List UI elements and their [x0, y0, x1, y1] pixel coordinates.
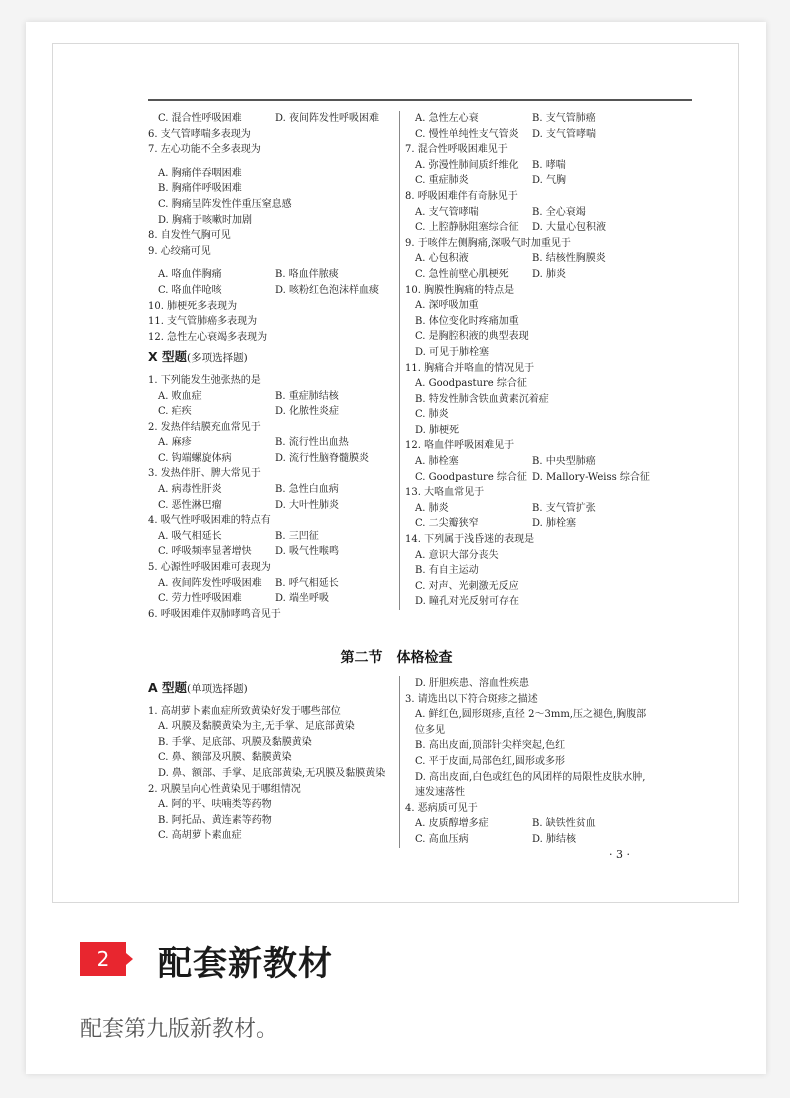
option-item: A. 阿的平、呋喃类等药物 [158, 799, 272, 811]
option-item: C. 是胸腔积液的典型表现 [415, 331, 529, 343]
option-item: A. 意识大部分丧失 [415, 549, 499, 561]
option-item: A. 深呼吸加重 [415, 300, 479, 312]
spacer [148, 259, 398, 267]
option-item: B. 缺铁性贫血 [532, 818, 596, 830]
option-item: D. 端坐呼吸 [275, 593, 330, 605]
question-stem: 12. 咯血伴呼吸困难见于 [405, 440, 515, 452]
option-item: B. 急性白血病 [275, 484, 339, 496]
option-row [148, 283, 398, 299]
option-item: D. 化脓性炎症 [275, 406, 340, 418]
option-item: B. 中央型肺癌 [532, 456, 596, 468]
option-item: C. 呼吸频率显著增快 [158, 546, 252, 558]
option-item: D. 可见于肺栓塞 [415, 346, 490, 358]
option-item: A. 肺栓塞 [415, 456, 459, 468]
left-question-column [148, 111, 398, 622]
option-item: B. 胸痛伴呼吸困难 [158, 183, 242, 195]
option-item: D. 流行性脑脊髓膜炎 [275, 452, 370, 464]
option-item: C. 咯血伴呛咳 [158, 284, 222, 296]
page-top-rule [148, 99, 692, 101]
option-row [405, 158, 651, 174]
question-stem: 1. 高胡萝卜素血症所致黄染好发于哪些部位 [148, 705, 341, 717]
option-item: C. 肺炎 [415, 409, 449, 421]
option-item: C. 上腔静脉阻塞综合征 [415, 222, 519, 234]
question-type-heading [148, 680, 398, 698]
question-stem: 6. 呼吸困难伴双肺哮鸣音见于 [148, 608, 281, 620]
option-item: B. 重症肺结核 [275, 390, 339, 402]
option-row [148, 498, 398, 514]
option-row [405, 470, 651, 486]
option-item: A. 败血症 [158, 390, 202, 402]
option-row [405, 251, 651, 267]
option-item: A. 急性左心衰 [415, 113, 479, 124]
question-stem: 8. 呼吸困难伴有奇脉见于 [405, 190, 518, 202]
option-item: D. 大叶性肺炎 [275, 499, 340, 511]
question-stem: 2. 发热伴结膜充血常见于 [148, 421, 261, 433]
option-item: C. 劳力性呼吸困难 [158, 593, 242, 605]
option-row [148, 451, 398, 467]
option-item: B. 特发性肺含铁血黄素沉着症 [415, 393, 549, 405]
question-stem: 7. 混合性呼吸困难见于 [405, 144, 508, 156]
option-item: B. 阿托品、黄连素等药物 [158, 814, 272, 826]
option-item: D. 肺梗死 [415, 424, 460, 436]
question-type-label: A 型题 [148, 680, 188, 695]
option-item: C. 疟疾 [158, 406, 192, 418]
question-stem: 5. 心源性呼吸困难可表现为 [148, 562, 271, 574]
option-row [148, 576, 398, 592]
question-type-heading [148, 349, 398, 367]
question-stem: 9. 于咳伴左侧胸痛,深吸气时加重见于 [405, 237, 571, 249]
option-item: D. 肺结核 [532, 833, 577, 845]
option-item: B. 三凹征 [275, 530, 319, 542]
option-row [148, 267, 398, 283]
question-stem: 9. 心绞痛可见 [148, 245, 211, 257]
option-item: C. 平于皮面,局部色红,圆形或多形 [415, 755, 566, 767]
option-row [405, 501, 651, 517]
option-item: C. 慢性单纯性支气管炎 [415, 128, 519, 140]
option-item: A. 鲜红色,圆形斑疹,直径 2～3mm,压之褪色,胸腹部位多见 [415, 709, 647, 736]
option-row [405, 205, 651, 221]
question-stem: 3. 请选出以下符合斑疹之描述 [405, 693, 538, 705]
option-row [405, 127, 651, 143]
option-row [148, 435, 398, 451]
option-row [405, 832, 651, 848]
book-page-scan [52, 43, 739, 903]
question-stem: 11. 胸痛合并咯血的情况见于 [405, 362, 535, 374]
question-stem: 12. 急性左心衰竭多表现为 [148, 331, 268, 343]
option-item: A. 咯血伴胸痛 [158, 269, 222, 281]
option-row [405, 516, 651, 532]
option-row [148, 591, 398, 607]
option-item: C. 对声、光刺激无反应 [415, 580, 519, 592]
option-item: B. 有自主运动 [415, 565, 479, 577]
right-question-column [399, 111, 651, 610]
question-stem: 8. 自发性气胸可见 [148, 230, 231, 242]
feature-description: 配套第九版新教材。 [80, 1017, 279, 1042]
option-row [405, 454, 651, 470]
option-item: A. 皮质醇增多症 [415, 818, 489, 830]
option-item: A. 肺炎 [415, 502, 449, 514]
question-stem: 4. 吸气性呼吸困难的特点有 [148, 515, 271, 527]
section-title: 第二节 体格检查 [340, 650, 453, 666]
option-item: D. 高出皮面,白色或红色的风团样的局限性皮肤水肿,速发速落性 [415, 771, 646, 799]
option-item: C. Goodpasture 综合征 [415, 471, 527, 483]
option-item: C. 二尖瓣狭窄 [415, 518, 479, 530]
question-stem: 7. 左心功能不全多表现为 [148, 144, 261, 156]
question-stem: 6. 支气管哮喘多表现为 [148, 128, 251, 140]
feature-title: 配套新教材 [158, 944, 333, 984]
option-item: D. 肺炎 [532, 268, 567, 280]
spacer [148, 158, 398, 166]
option-item: D. 夜间阵发性呼吸困难 [275, 113, 380, 124]
option-row [148, 529, 398, 545]
page-number: · 3 · [609, 848, 630, 861]
option-row [405, 816, 651, 832]
feature-number-badge: 2 [80, 942, 126, 976]
bottom-right-question-column [399, 676, 651, 848]
option-item: B. 哮喘 [532, 159, 566, 171]
option-item: B. 体位变化时疼痛加重 [415, 315, 519, 327]
option-item: A. 巩膜及黏膜黄染为主,无手掌、足底部黄染 [158, 721, 355, 733]
question-stem: 10. 胸膜性胸痛的特点是 [405, 284, 515, 296]
option-item: C. 胸痛呈阵发性伴重压窒息感 [158, 198, 292, 210]
question-stem: 10. 肺梗死多表现为 [148, 300, 238, 312]
question-stem: 11. 支气管肺癌多表现为 [148, 316, 258, 328]
option-item: C. 恶性淋巴瘤 [158, 499, 222, 511]
option-item: D. Mallory-Weiss 综合征 [532, 471, 650, 483]
option-item: B. 手掌、足底部、巩膜及黏膜黄染 [158, 736, 312, 748]
option-item: A. 吸气相延长 [158, 530, 222, 542]
option-item: A. 弥漫性肺间质纤维化 [415, 159, 519, 171]
option-row [148, 404, 398, 420]
option-item: C. 混合性呼吸困难 [158, 113, 242, 124]
option-item: A. 支气管哮喘 [415, 206, 479, 218]
option-item: A. 病毒性肝炎 [158, 484, 222, 496]
question-stem: 3. 发热伴肝、脾大常见于 [148, 468, 261, 480]
question-stem: 14. 下列属于浅昏迷的表现是 [405, 534, 535, 546]
question-type-note: (单项选择题) [187, 683, 248, 695]
option-row [148, 111, 398, 127]
question-stem: 1. 下列能发生弛张热的是 [148, 374, 261, 386]
option-item: C. 鼻、额部及巩膜、黏膜黄染 [158, 752, 292, 764]
option-item: D. 瞳孔对光反射可存在 [415, 596, 520, 608]
option-row [405, 111, 651, 127]
option-item: D. 气胸 [532, 175, 567, 187]
option-item: B. 结核性胸膜炎 [532, 253, 606, 265]
option-row [405, 267, 651, 283]
bottom-left-question-column [148, 676, 398, 844]
option-row [405, 173, 651, 189]
option-item: B. 支气管扩张 [532, 502, 596, 514]
option-item: D. 肺栓塞 [532, 518, 577, 530]
option-row [148, 482, 398, 498]
option-item: B. 高出皮面,顶部针尖样突起,色红 [415, 740, 566, 752]
option-item: B. 流行性出血热 [275, 437, 349, 449]
question-type-note: (多项选择题) [187, 352, 248, 365]
option-item: B. 支气管肺癌 [532, 113, 596, 124]
option-item: C. 钩端螺旋体病 [158, 452, 232, 464]
option-item: A. Goodpasture 综合征 [415, 378, 527, 390]
option-item: C. 重症肺炎 [415, 175, 469, 187]
question-type-label: X 型题 [148, 349, 187, 365]
option-item: D. 支气管哮喘 [532, 128, 597, 140]
option-item: C. 急性前壁心肌梗死 [415, 268, 509, 280]
option-item: B. 咯血伴脓痰 [275, 269, 339, 281]
question-stem: 2. 巩膜呈向心性黄染见于哪组情况 [148, 783, 301, 795]
option-item: D. 大量心包积液 [532, 222, 607, 234]
option-item: D. 咳粉红色泡沫样血痰 [275, 284, 380, 296]
option-item: A. 麻疹 [158, 437, 192, 449]
option-row [405, 220, 651, 236]
badge-arrow-icon [126, 953, 133, 965]
option-item: B. 全心衰竭 [532, 206, 586, 218]
option-item: C. 高血压病 [415, 833, 469, 845]
option-item: B. 呼气相延长 [275, 577, 339, 589]
option-item: D. 胸痛于咳嗽时加剧 [158, 214, 253, 226]
option-item: C. 高胡萝卜素血症 [158, 830, 242, 842]
option-item: D. 鼻、额部、手掌、足底部黄染,无巩膜及黏膜黄染 [158, 767, 386, 779]
option-item: A. 心包积液 [415, 253, 469, 265]
option-item: D. 肝胆疾患、溶血性疾患 [415, 678, 530, 689]
question-stem: 4. 恶病质可见于 [405, 802, 478, 814]
option-item: D. 吸气性喉鸣 [275, 546, 340, 558]
question-stem: 13. 大咯血常见于 [405, 487, 485, 499]
option-row [148, 389, 398, 405]
option-item: A. 胸痛伴吞咽困难 [158, 167, 242, 179]
option-item: A. 夜间阵发性呼吸困难 [158, 577, 262, 589]
option-row [148, 544, 398, 560]
